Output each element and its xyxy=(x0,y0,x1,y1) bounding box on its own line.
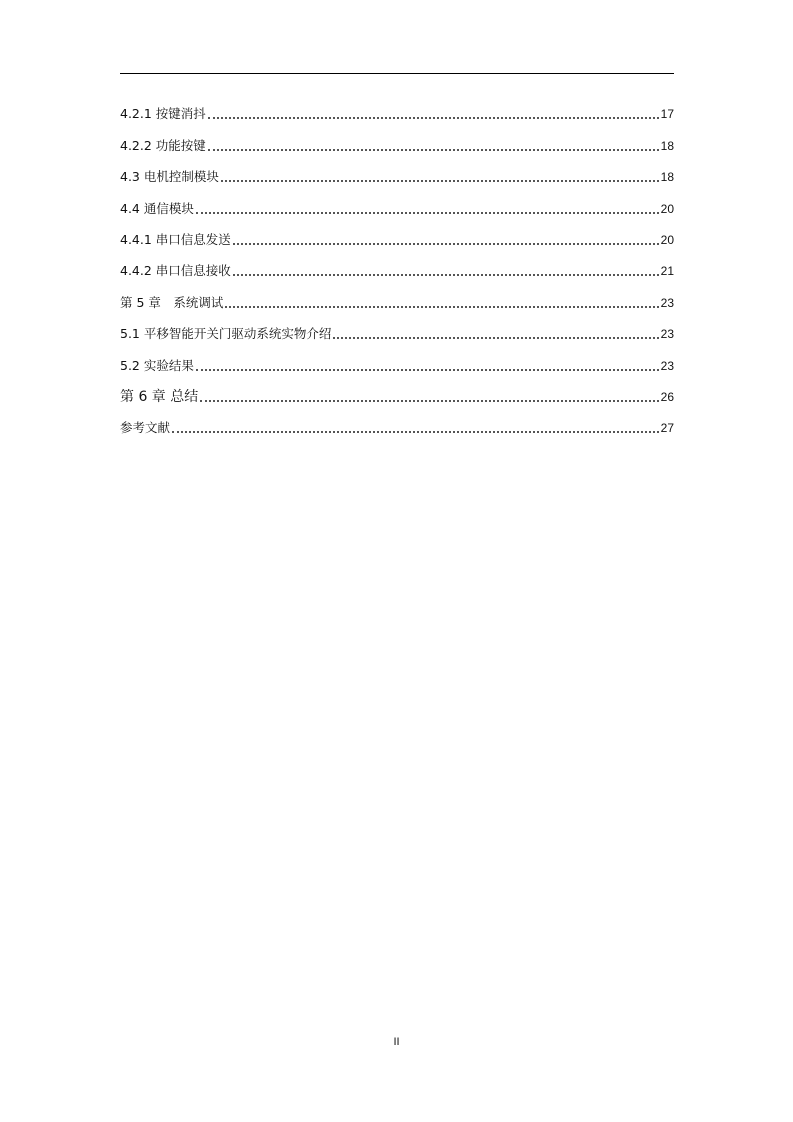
toc-dot-leader xyxy=(225,306,658,308)
toc-entry-page: 20 xyxy=(660,201,674,216)
toc-entry[interactable] xyxy=(120,195,674,226)
toc-entry-page: 20 xyxy=(660,232,674,247)
toc-entry-page: 23 xyxy=(660,327,674,342)
toc-entry-page: 18 xyxy=(660,138,674,153)
header-rule xyxy=(120,73,674,74)
toc-dot-leader xyxy=(233,274,659,276)
toc-entry[interactable] xyxy=(120,258,674,289)
toc-entry-chapter[interactable] xyxy=(120,384,674,415)
toc-entry-label: 4.3 电机控制模块 xyxy=(120,169,219,185)
toc-entry-page: 23 xyxy=(660,358,674,373)
toc-entry-label: 第 6 章 总结 xyxy=(120,388,199,405)
toc-entry-label: 第 5 章 系统调试 xyxy=(120,294,224,310)
toc-entry[interactable] xyxy=(120,352,674,383)
page-number: II xyxy=(393,1036,400,1048)
toc-entry-label: 4.2.1 按键消抖 xyxy=(120,106,206,122)
toc-entry-label: 4.4 通信模块 xyxy=(120,200,194,216)
toc-entry[interactable] xyxy=(120,321,674,352)
toc-entry-page: 26 xyxy=(660,389,674,404)
toc-dot-leader xyxy=(221,180,659,182)
toc-dot-leader xyxy=(333,337,658,339)
toc-dot-leader xyxy=(200,400,658,402)
toc-dot-leader xyxy=(208,149,659,151)
toc-dot-leader xyxy=(196,212,659,214)
toc-entry[interactable] xyxy=(120,227,674,258)
toc-entry-page: 27 xyxy=(660,421,674,436)
toc-entry-page: 23 xyxy=(660,295,674,310)
toc-entry[interactable] xyxy=(120,415,674,446)
table-of-contents xyxy=(120,101,674,446)
toc-entry-label: 5.2 实验结果 xyxy=(120,357,194,373)
toc-entry-label: 4.2.2 功能按键 xyxy=(120,137,206,153)
toc-entry-label: 4.4.2 串口信息接收 xyxy=(120,263,231,279)
toc-entry[interactable] xyxy=(120,132,674,163)
toc-dot-leader xyxy=(172,431,659,433)
toc-entry-chapter[interactable] xyxy=(120,289,674,320)
toc-dot-leader xyxy=(208,117,659,119)
toc-entry-label: 5.1 平移智能开关门驱动系统实物介绍 xyxy=(120,326,332,342)
toc-dot-leader xyxy=(196,369,659,371)
toc-entry[interactable] xyxy=(120,164,674,195)
toc-entry-page: 21 xyxy=(660,264,674,279)
toc-dot-leader xyxy=(233,243,659,245)
toc-entry-label: 4.4.1 串口信息发送 xyxy=(120,231,231,247)
toc-entry-page: 17 xyxy=(660,107,674,122)
toc-entry[interactable] xyxy=(120,101,674,132)
toc-entry-page: 18 xyxy=(660,170,674,185)
toc-entry-label: 参考文献 xyxy=(120,420,171,436)
